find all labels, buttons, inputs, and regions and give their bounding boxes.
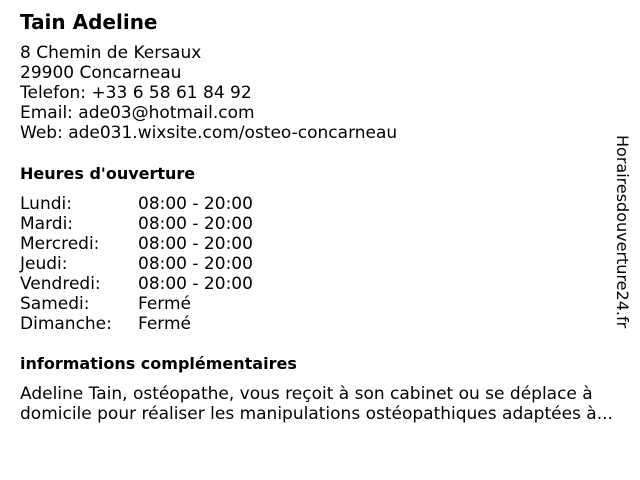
day-label: Vendredi:: [20, 274, 101, 294]
day-label: Mercredi:: [20, 234, 100, 254]
opening-hours-table: [20, 194, 253, 334]
hours-value: 08:00 - 20:00: [138, 254, 253, 274]
hours-row-tuesday: [20, 214, 253, 234]
hours-row-thursday: [20, 254, 253, 274]
opening-hours-heading: Heures d'ouverture: [20, 164, 196, 183]
info-line: Adeline Tain, ostéopathe, vous reçoit à son cabinet ou se déplace à: [20, 384, 593, 404]
phone-number[interactable]: Telefon: +33 6 58 61 84 92: [20, 83, 252, 103]
hours-value: 08:00 - 20:00: [138, 274, 253, 294]
hours-value: Fermé: [138, 314, 192, 334]
hours-value: 08:00 - 20:00: [138, 194, 253, 214]
website-link[interactable]: Web: ade031.wixsite.com/osteo-concarneau: [20, 123, 398, 143]
hours-row-monday: [20, 194, 253, 214]
business-name: Tain Adeline: [20, 10, 158, 34]
address-city: 29900 Concarneau: [20, 63, 182, 83]
hours-row-saturday: [20, 294, 253, 314]
additional-info-text: [20, 384, 630, 424]
additional-info-heading: informations complémentaires: [20, 354, 297, 373]
info-line: domicile pour réaliser les manipulations ostéopathiques adaptées à...: [20, 404, 613, 424]
day-label: Dimanche:: [20, 314, 112, 334]
day-label: Samedi:: [20, 294, 90, 314]
hours-value: 08:00 - 20:00: [138, 214, 253, 234]
watermark-text: Horairesdouverture24.fr: [613, 135, 632, 329]
hours-value: 08:00 - 20:00: [138, 234, 253, 254]
day-label: Mardi:: [20, 214, 74, 234]
site-watermark: [610, 135, 634, 345]
hours-row-wednesday: [20, 234, 253, 254]
day-label: Lundi:: [20, 194, 72, 214]
hours-row-sunday: [20, 314, 253, 334]
email-address[interactable]: Email: ade03@hotmail.com: [20, 103, 255, 123]
day-label: Jeudi:: [20, 254, 68, 274]
hours-row-friday: [20, 274, 253, 294]
address-street: 8 Chemin de Kersaux: [20, 43, 202, 63]
contact-block: [20, 43, 397, 143]
hours-value: Fermé: [138, 294, 192, 314]
